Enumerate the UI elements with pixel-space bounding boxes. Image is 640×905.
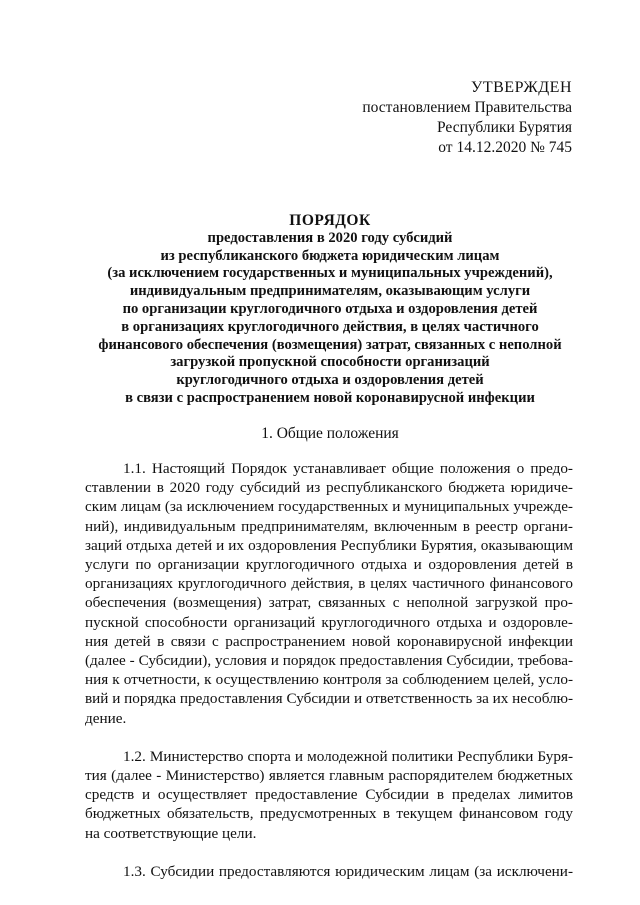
text-line: ния детей в связи с распространением новой коронавирусной инфекции: [85, 632, 573, 650]
title-line: загрузкой пропускной способности организаций: [170, 354, 490, 371]
text-line: ний), индивидуальным предпринимателям, включенным в реестр органи-: [85, 517, 573, 535]
text-line: ским лицам (за исключением государственных и муниципальных учрежде-: [85, 498, 573, 516]
text-line: организациях круглогодичного действия, в целях частичного финансового: [85, 575, 573, 593]
text-line: 1.2. Министерство спорта и молодежной политики Республики Буря-: [123, 747, 573, 765]
text-line: средств и осуществляет предоставление Субсидии в пределах лимитов: [85, 786, 573, 804]
approval-stamp: УТВЕРЖДЕН: [471, 79, 572, 96]
text-line: тия (далее - Министерство) является главным распорядителем бюджетных: [85, 767, 573, 785]
title-line: в организациях круглогодичного действия, в целях частичного: [121, 318, 539, 335]
text-line: услуги по организации круглогодичного отдыха и оздоровления детей в: [85, 556, 573, 574]
title-line: индивидуальным предпринимателям, оказывающим услуги: [129, 283, 531, 300]
title-line: (за исключением государственных и муниципальных учреждений),: [107, 265, 553, 282]
paragraph-1-3: [85, 862, 573, 881]
title-main: ПОРЯДОК: [289, 212, 371, 229]
title-line: круглогодичного отдыха и оздоровления детей: [176, 372, 484, 389]
approval-date: от 14.12.2020 № 745: [438, 139, 572, 156]
text-line: обеспечения (возмещения) затрат, связанных с неполной загрузкой про-: [85, 594, 573, 612]
text-line: бюджетных обязательств, предусмотренных в текущем финансовом году: [85, 805, 573, 823]
title-line: финансового обеспечения (возмещения) затрат, связанных с неполной: [98, 336, 562, 353]
paragraph-1-1: [85, 459, 573, 728]
approval-line: Республики Бурятия: [437, 119, 572, 136]
text-line: на соответствующие цели.: [85, 824, 257, 842]
paragraph-1-2: [85, 747, 573, 843]
section-heading: 1. Общие положения: [261, 425, 399, 442]
approval-block: [362, 78, 572, 158]
paragraph-spacer: [85, 843, 573, 862]
text-line: вий и порядка предоставления Субсидии и ответственность за их несоблю-: [85, 690, 574, 708]
title-line: из республиканского бюджета юридическим лицам: [160, 247, 500, 264]
text-line: 1.1. Настоящий Порядок устанавливает общие положения о предо-: [123, 460, 573, 477]
text-line: пускной способности организаций круглогодичного отдыха и оздоровле-: [85, 613, 573, 631]
title-line: по организации круглогодичного отдыха и оздоровления детей: [122, 300, 538, 317]
body-text: [85, 459, 573, 881]
document-title: [80, 212, 580, 408]
approval-line: постановлением Правительства: [362, 99, 572, 116]
text-line: заций отдыха детей и их оздоровления Республики Бурятия, оказывающим: [85, 536, 573, 554]
title-line: предоставления в 2020 году субсидий: [207, 229, 453, 246]
text-line: ставлении в 2020 году субсидий из республиканского бюджета юридиче-: [85, 479, 573, 497]
paragraph-spacer: [85, 728, 573, 747]
text-line: дение.: [85, 709, 127, 727]
text-line: ния к отчетности, к осуществлению контроля за соблюдением целей, усло-: [85, 671, 573, 689]
text-line: (далее - Субсидии), условия и порядок предоставления Субсидии, требова-: [85, 652, 573, 670]
text-line: 1.3. Субсидии предоставляются юридическим лицам (за исключени-: [123, 862, 573, 880]
title-line: в связи с распространением новой коронавирусной инфекции: [125, 389, 535, 406]
